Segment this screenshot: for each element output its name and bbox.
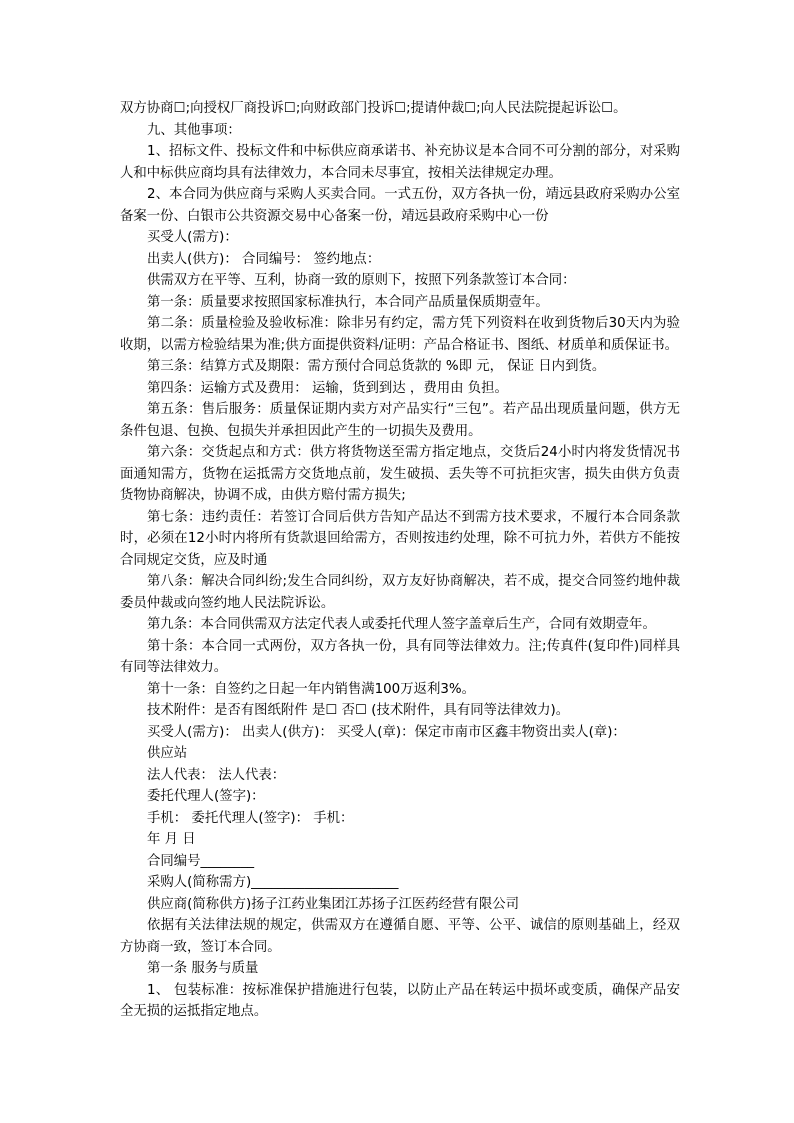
clause: 第三条：结算方式及期限：需方预付合同总货款的 %即 元， 保证 日内到货。	[147, 359, 606, 374]
signature-line: 买受人(需方)： 出卖人(供方)： 买受人(章)：保定市南市区鑫丰物资出卖人(章)：	[147, 724, 626, 740]
clause: 第四条：运输方式及费用： 运输，货到到达 ，费用由 负担。	[147, 380, 508, 396]
paragraph: 2、本合同为供应商与采购人买卖合同。一式五份，双方各执一份，靖远县政府采购办公室备案一份、白银市公共资源交易中心备案一份，靖远县政府采购中心一份	[120, 187, 680, 224]
contract-number-line: 合同编号________	[147, 853, 255, 869]
clause: 第十一条：自签约之日起一年内销售满100万返利3%。	[147, 681, 476, 697]
document-body	[120, 98, 680, 1023]
paragraph: 1、招标文件、投标文件和中标供应商承诺书、补充协议是本合同不可分割的部分，对采购人和中标供应商均具有法律效力，本合同未尽事宜，按相关法律规定办理。	[120, 144, 680, 181]
paragraph: 双方协商☐;向授权厂商投诉☐;向财政部门投诉☐;提请仲裁☐;向人民法院提起诉讼☐。	[120, 101, 627, 116]
signature-line: 手机： 委托代理人(签字)： 手机：	[147, 810, 354, 826]
paragraph: 1、 包装标准：按标准保护措施进行包装，以防止产品在转运中损坏或变质，确保产品安全无损的运抵指定地点。	[120, 982, 680, 1019]
clause: 第一条：质量要求按照国家标准执行，本合同产品质量保质期壹年。	[147, 294, 549, 310]
signature-line: 委托代理人(签字)：	[147, 789, 265, 804]
signature-line: 法人代表： 法人代表：	[147, 767, 286, 783]
paragraph: 技术附件：是否有图纸附件 是☐ 否☐ (技术附件，具有同等法律效力)。	[147, 703, 570, 718]
section-heading: 第一条 服务与质量	[147, 961, 259, 976]
section-heading: 九、其他事项：	[147, 122, 241, 138]
signature-line: 供应站	[147, 746, 188, 761]
date-line: 年 月 日	[147, 832, 196, 847]
clause: 第五条：售后服务：质量保证期内卖方对产品实行“三包”。若产品出现质量问题，供方无条件包退、包换、包损失并承担因此产生的一切损失及费用。	[120, 402, 680, 439]
clause: 第七条：违约责任：若签订合同后供方告知产品达不到需方技术要求，不履行本合同条款时，必须在12小时内将所有货款退回给需方，否则按违约处理，除不可抗力外，若供方不能按合同规定交货，应及时通	[120, 509, 680, 568]
clause: 第十条：本合同一式两份，双方各执一份，具有同等法律效力。注;传真件(复印件)同样具有同等法律效力。	[120, 638, 680, 675]
supplier-line: 供应商(简称供方)扬子江药业集团江苏扬子江医药经营有限公司	[147, 896, 519, 912]
paragraph: 出卖人(供方)： 合同编号： 签约地点：	[147, 251, 381, 267]
paragraph: 供需双方在平等、互利，协商一致的原则下，按照下列条款签订本合同：	[147, 273, 576, 288]
paragraph: 依据有关法律法规的规定，供需双方在遵循自愿、平等、公平、诚信的原则基础上，经双方协商一致，签订本合同。	[120, 918, 680, 955]
paragraph: 买受人(需方)：	[147, 230, 238, 245]
clause: 第二条：质量检验及验收标准：除非另有约定，需方凭下列资料在收到货物后30天内为验收期，以需方检验结果为准;供方面提供资料/证明：产品合格证书、图纸、材质单和质保证书。	[120, 316, 680, 353]
purchaser-line: 采购人(简称需方)______________________	[147, 875, 399, 890]
clause: 第九条：本合同供需双方法定代表人或委托代理人签字盖章后生产，合同有效期壹年。	[147, 617, 656, 632]
clause: 第六条：交货起点和方式：供方将货物送至需方指定地点，交货后24小时内将发货情况书面通知需方，货物在运抵需方交货地点前，发生破损、丢失等不可抗拒灾害，损失由供方负责货物协商解决，协调不成，由供方赔付需方损失;	[120, 445, 680, 503]
clause: 第八条：解决合同纠纷;发生合同纠纷，双方友好协商解决，若不成，提交合同签约地仲裁委员仲裁或向签约地人民法院诉讼。	[120, 574, 680, 611]
